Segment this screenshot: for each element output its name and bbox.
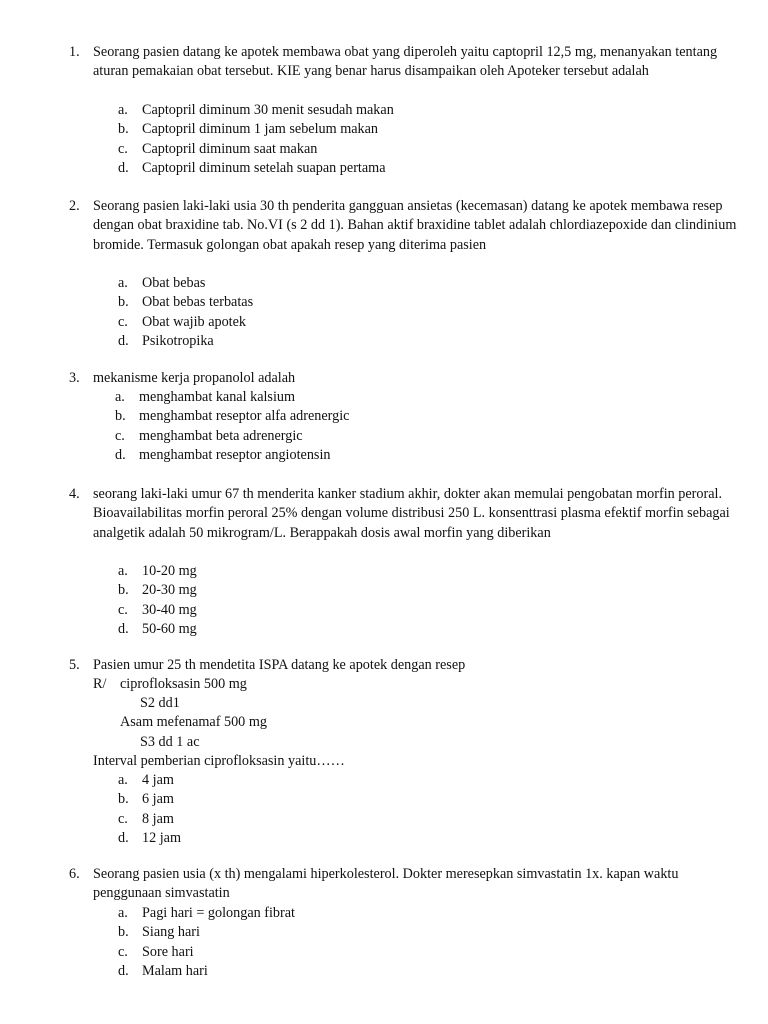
question-stem: Pasien umur 25 th mendetita ISPA datang ke apotek dengan resep (93, 657, 466, 673)
question-number: 4. (69, 486, 80, 502)
question-number: 6. (69, 866, 80, 882)
rx-drug-2: Asam mefenamaf 500 mg (120, 714, 267, 730)
rx-drug-1: ciprofloksasin 500 mg (120, 676, 247, 692)
question-number: 1. (69, 44, 80, 60)
question-stem: seorang laki-laki umur 67 th menderita kanker stadium akhir, dokter akan memulai pengobatan morfin peroral. Bioavailabilitas morfin peroral 25% dengan volume distribusi 250 L. konsenttrasi plasma efektif morfin sebagai analgetik adalah 50 mikrogram/L. Berappakah dosis awal morfin yang diberikan (93, 486, 730, 541)
question-stem: Seorang pasien datang ke apotek membawa obat yang diperoleh yaitu captopril 12,5 mg, menanyakan tentang aturan pemakaian obat tersebut. KIE yang benar harus disampaikan oleh Apoteker tersebut adalah (93, 44, 718, 80)
question-stem: Seorang pasien laki-laki usia 30 th penderita gangguan ansietas (kecemasan) datang ke apotek membawa resep dengan obat braxidine tab. No.VI (s 2 dd 1). Bahan aktif braxidine tablet adalah chlordiazepoxide dan clindinium bromide. Termasuk golongan obat apakah resep yang diterima pasien (93, 198, 737, 253)
question-number: 3. (69, 370, 80, 386)
rx-sig-1: S2 dd1 (140, 695, 180, 711)
question-number: 2. (69, 198, 80, 214)
question-stem: mekanisme kerja propanolol adalah (93, 370, 296, 386)
question-stem: Seorang pasien usia (x th) mengalami hiperkolesterol. Dokter meresepkan simvastatin 1x. kapan waktu penggunaan simvastatin (93, 866, 679, 902)
rx-sig-2: S3 dd 1 ac (140, 734, 200, 750)
rx-symbol: R/ (93, 676, 107, 692)
document-page: 1. Seorang pasien datang ke apotek membawa obat yang diperoleh yaitu captopril 12,5 mg, menanyakan tentang aturan pemakaian obat tersebut. KIE yang benar harus disampaikan oleh Apoteker tersebut adalah a. Captopril diminum 30 menit sesudah makan b. Captopril diminum 1 jam sebelum makan c. Captopril diminum saat makan d. Captopril diminum setelah suapan pertama 2. Seorang pasien laki-laki usia 30 th penderita gangguan ansietas (kecemasan) datang ke apotek membawa resep dengan obat braxidine tab. No.VI (s 2 dd 1). Bahan aktif braxidine tablet adalah chlordiazepoxide dan clindinium bromide. Termasuk golongan obat apakah resep yang diterima pasien a. Obat bebas b. Obat bebas terbatas c. Obat wajib apotek d. Psikotropika 3. mekanisme kerja propanolol adalah a. menghambat kanal kalsium b. menghambat reseptor alfa adrenergic c. menghambat beta adrenergic d. menghambat reseptor angiotensin 4. seorang laki-laki umur 67 th menderita kanker stadium akhir, dokter akan memulai pengobatan morfin peroral. Bioavailabilitas morfin peroral 25% dengan volume distribusi 250 L. konsenttrasi plasma efektif morfin sebagai analgetik adalah 50 mikrogram/L. Berappakah dosis awal morfin yang diberikan a. 10-20 mg b. 20-30 mg c. 30-40 mg d. 50-60 mg 5. Pasien umur 25 th mendetita ISPA datang ke apotek dengan resep R/ ciprofloksasin 500 mg S2 dd1 Asam mefenamaf 500 mg S3 dd 1 ac Interval pemberian ciprofloksasin yaitu…… a. 4 jam b. 6 jam c. 8 jam d. 12 jam 6. Seorang pasien usia (x th) mengalami hiperkolesterol. Dokter meresepkan simvastatin 1x. kapan waktu penggunaan simvastatin a. Pagi hari = golongan fibrat b. Siang hari c. Sore hari d. Malam hari (69, 44, 737, 980)
question-prompt: Interval pemberian ciprofloksasin yaitu…… (93, 753, 345, 769)
question-number: 5. (69, 657, 80, 673)
